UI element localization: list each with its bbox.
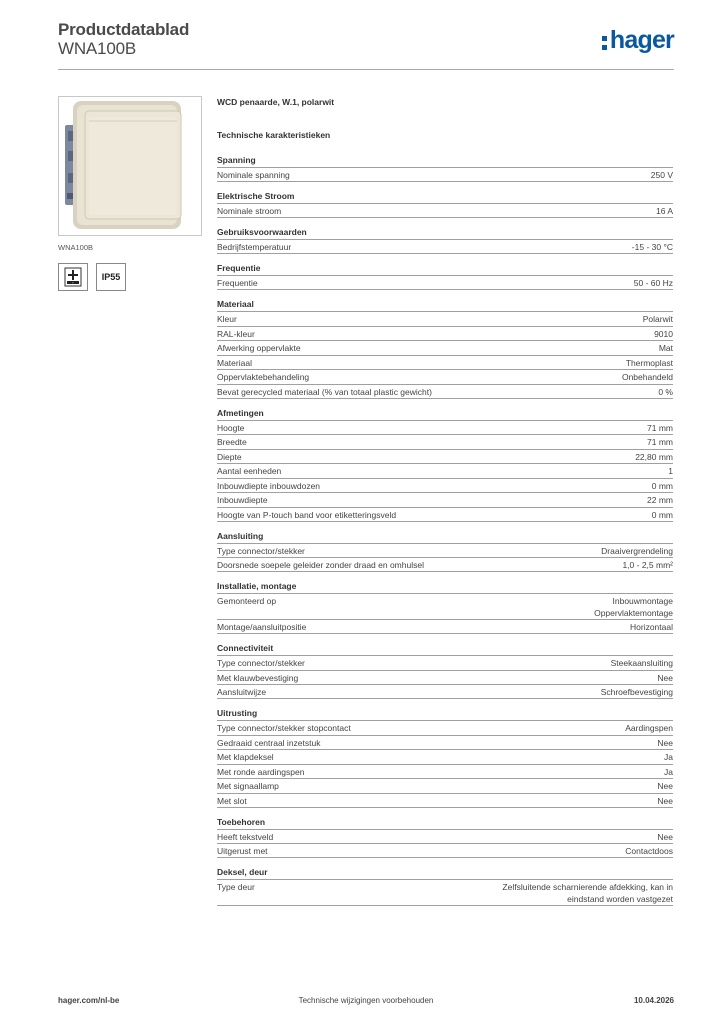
spec-key: Type connector/stekker bbox=[217, 545, 305, 556]
section-title: Materiaal bbox=[217, 299, 254, 309]
spec-value: Draaivergrendeling bbox=[601, 545, 673, 556]
spec-value: 71 mm bbox=[647, 422, 673, 433]
spec-value: Mat bbox=[658, 343, 673, 353]
spec-key: Montage/aansluitpositie bbox=[217, 622, 307, 632]
spec-key: Gemonteerd op bbox=[217, 596, 277, 606]
section-title: Gebruiksvoorwaarden bbox=[217, 227, 307, 237]
spec-value: 9010 bbox=[654, 328, 673, 339]
spec-value: Nee bbox=[657, 672, 673, 683]
spec-section bbox=[217, 155, 673, 182]
earth-symbol-badge bbox=[58, 263, 88, 291]
section-title: Afmetingen bbox=[217, 407, 264, 418]
spec-value: 0 mm bbox=[651, 509, 673, 520]
spec-key: Afwerking oppervlakte bbox=[217, 343, 301, 353]
spec-section bbox=[217, 867, 673, 906]
ip-rating-badge: IP55 bbox=[96, 263, 126, 291]
spec-row bbox=[217, 843, 673, 858]
spec-key: Met ronde aardingspen bbox=[217, 766, 305, 777]
earth-socket-icon bbox=[64, 267, 82, 287]
spec-row bbox=[217, 340, 673, 355]
spec-value: Thermoplast bbox=[625, 357, 673, 368]
spec-row bbox=[217, 434, 673, 449]
spec-row bbox=[217, 384, 673, 399]
badge-row bbox=[58, 263, 126, 291]
spec-key: Aansluitwijze bbox=[217, 687, 267, 697]
spec-key: Hoogte bbox=[217, 422, 245, 433]
spec-row bbox=[217, 449, 673, 464]
spec-value: 71 mm bbox=[647, 437, 673, 447]
spec-value: Nee bbox=[657, 781, 673, 791]
section-title: Deksel, deur bbox=[217, 867, 268, 877]
logo-dots-icon bbox=[602, 36, 607, 50]
spec-value: 50 - 60 Hz bbox=[633, 278, 673, 288]
spec-row bbox=[217, 311, 673, 326]
spec-row bbox=[217, 764, 673, 779]
spec-row bbox=[217, 793, 673, 808]
svg-text:+: + bbox=[72, 281, 74, 285]
spec-key: Met klauwbevestiging bbox=[217, 672, 299, 683]
spec-sections bbox=[217, 155, 673, 906]
spec-section bbox=[217, 531, 673, 573]
spec-key: Met signaallamp bbox=[217, 781, 279, 791]
product-code: WNA100B bbox=[58, 39, 136, 58]
spec-key: Heeft tekstveld bbox=[217, 831, 274, 842]
spec-row bbox=[217, 478, 673, 493]
spec-row bbox=[217, 749, 673, 764]
spec-value: 1 bbox=[668, 466, 673, 476]
spec-row bbox=[217, 355, 673, 370]
socket-product-icon bbox=[59, 97, 202, 236]
image-caption: WNA100B bbox=[58, 243, 94, 252]
spec-value: Zelfsluitende scharnierende afdekking, kan in eindstand worden vastgezet bbox=[502, 882, 673, 904]
spec-value: 22,80 mm bbox=[635, 451, 673, 462]
spec-value: 16 A bbox=[655, 206, 673, 216]
spec-value: Steekaansluiting bbox=[610, 658, 673, 668]
spec-key: Nominale spanning bbox=[217, 170, 290, 180]
spec-section bbox=[217, 191, 673, 218]
spec-value: Aardingspen bbox=[625, 723, 673, 733]
spec-value: 0 mm bbox=[651, 480, 673, 491]
spec-value: 1,0 - 2,5 mm² bbox=[622, 560, 673, 570]
spec-value: Horizontaal bbox=[630, 622, 673, 632]
spec-key: Hoogte van P-touch band voor etiketteringsveld bbox=[217, 509, 397, 520]
spec-key: Diepte bbox=[217, 451, 242, 462]
spec-row bbox=[217, 655, 673, 670]
logo-text: hager bbox=[609, 26, 674, 54]
spec-key: Type connector/stekker bbox=[217, 658, 305, 668]
spec-key: Bedrijfstemperatuur bbox=[217, 242, 292, 252]
spec-key: Frequentie bbox=[217, 278, 258, 288]
spec-value: Contactdoos bbox=[625, 846, 673, 856]
spec-section bbox=[217, 408, 673, 522]
spec-key: Breedte bbox=[217, 437, 247, 447]
spec-key: Met slot bbox=[217, 795, 247, 806]
spec-key: Met klapdeksel bbox=[217, 752, 274, 762]
spec-value: Schroefbevestiging bbox=[600, 687, 673, 697]
header bbox=[58, 20, 674, 70]
spec-value: 250 V bbox=[650, 170, 673, 180]
spec-row bbox=[217, 557, 673, 572]
spec-key: Type connector/stekker stopcontact bbox=[217, 723, 351, 733]
spec-section bbox=[217, 263, 673, 290]
section-title: Installatie, montage bbox=[217, 581, 297, 591]
spec-row bbox=[217, 543, 673, 558]
section-title: Frequentie bbox=[217, 263, 261, 273]
product-name: WCD penaarde, W.1, polarwit bbox=[217, 97, 335, 107]
section-title: Toebehoren bbox=[217, 816, 266, 827]
spec-section bbox=[217, 581, 673, 634]
spec-key: Gedraaid centraal inzetstuk bbox=[217, 737, 321, 748]
spec-value: Nee bbox=[657, 831, 673, 842]
spec-key: Uitgerust met bbox=[217, 846, 268, 856]
spec-value: -15 - 30 °C bbox=[631, 242, 673, 252]
spec-row bbox=[217, 369, 673, 384]
spec-row bbox=[217, 879, 673, 906]
spec-key: Inbouwdiepte inbouwdozen bbox=[217, 480, 321, 491]
spec-value: Ja bbox=[664, 752, 673, 762]
section-title: Aansluiting bbox=[217, 530, 264, 541]
spec-row bbox=[217, 684, 673, 699]
spec-row bbox=[217, 492, 673, 507]
spec-key: Oppervlaktebehandeling bbox=[217, 372, 310, 382]
spec-row bbox=[217, 275, 673, 290]
section-title: Uitrusting bbox=[217, 708, 258, 718]
spec-value: Onbehandeld bbox=[621, 372, 673, 382]
spec-row bbox=[217, 203, 673, 218]
hager-logo[interactable] bbox=[602, 28, 674, 53]
spec-row bbox=[217, 420, 673, 435]
section-title: Spanning bbox=[217, 155, 256, 165]
spec-section bbox=[217, 708, 673, 808]
spec-row bbox=[217, 593, 673, 619]
spec-value: Nee bbox=[657, 795, 673, 806]
spec-value: 22 mm bbox=[647, 495, 673, 505]
spec-key: Type deur bbox=[217, 882, 255, 892]
product-image bbox=[58, 96, 202, 236]
footer-disclaimer: Technische wijzigingen voorbehouden bbox=[298, 996, 434, 1005]
footer bbox=[58, 996, 674, 1010]
footer-date: 10.04.2026 bbox=[633, 996, 674, 1005]
spec-key: Bevat gerecycled materiaal (% van totaal plastic gewicht) bbox=[217, 386, 432, 397]
spec-key: RAL-kleur bbox=[217, 328, 255, 339]
spec-key: Materiaal bbox=[217, 357, 252, 368]
spec-key: Inbouwdiepte bbox=[217, 495, 268, 505]
footer-link[interactable]: hager.com/nl-be bbox=[58, 996, 120, 1005]
spec-row bbox=[217, 670, 673, 685]
section-title: Elektrische Stroom bbox=[217, 191, 295, 201]
spec-row bbox=[217, 239, 673, 254]
spec-section bbox=[217, 643, 673, 699]
spec-content bbox=[217, 97, 673, 906]
spec-row bbox=[217, 778, 673, 793]
spec-value: Inbouwmontage Oppervlaktemontage bbox=[594, 596, 673, 618]
spec-row bbox=[217, 167, 673, 182]
section-title: Connectiviteit bbox=[217, 643, 274, 653]
spec-row bbox=[217, 720, 673, 735]
spec-value: Polarwit bbox=[642, 314, 673, 324]
spec-key: Aantal eenheden bbox=[217, 466, 282, 476]
spec-row bbox=[217, 463, 673, 478]
spec-value: Nee bbox=[657, 737, 673, 748]
spec-key: Doorsnede soepele geleider zonder draad en omhulsel bbox=[217, 560, 424, 570]
spec-value: 0 % bbox=[658, 386, 673, 397]
spec-section bbox=[217, 227, 673, 254]
spec-key: Kleur bbox=[217, 314, 237, 324]
tech-heading: Technische karakteristieken bbox=[217, 130, 331, 140]
spec-row bbox=[217, 735, 673, 750]
spec-section bbox=[217, 817, 673, 859]
spec-key: Nominale stroom bbox=[217, 206, 282, 216]
spec-row bbox=[217, 326, 673, 341]
spec-row bbox=[217, 507, 673, 522]
spec-row bbox=[217, 829, 673, 844]
spec-row bbox=[217, 619, 673, 634]
spec-value: Ja bbox=[664, 766, 673, 777]
page-title: Productdatablad bbox=[58, 20, 190, 39]
spec-section bbox=[217, 299, 673, 399]
